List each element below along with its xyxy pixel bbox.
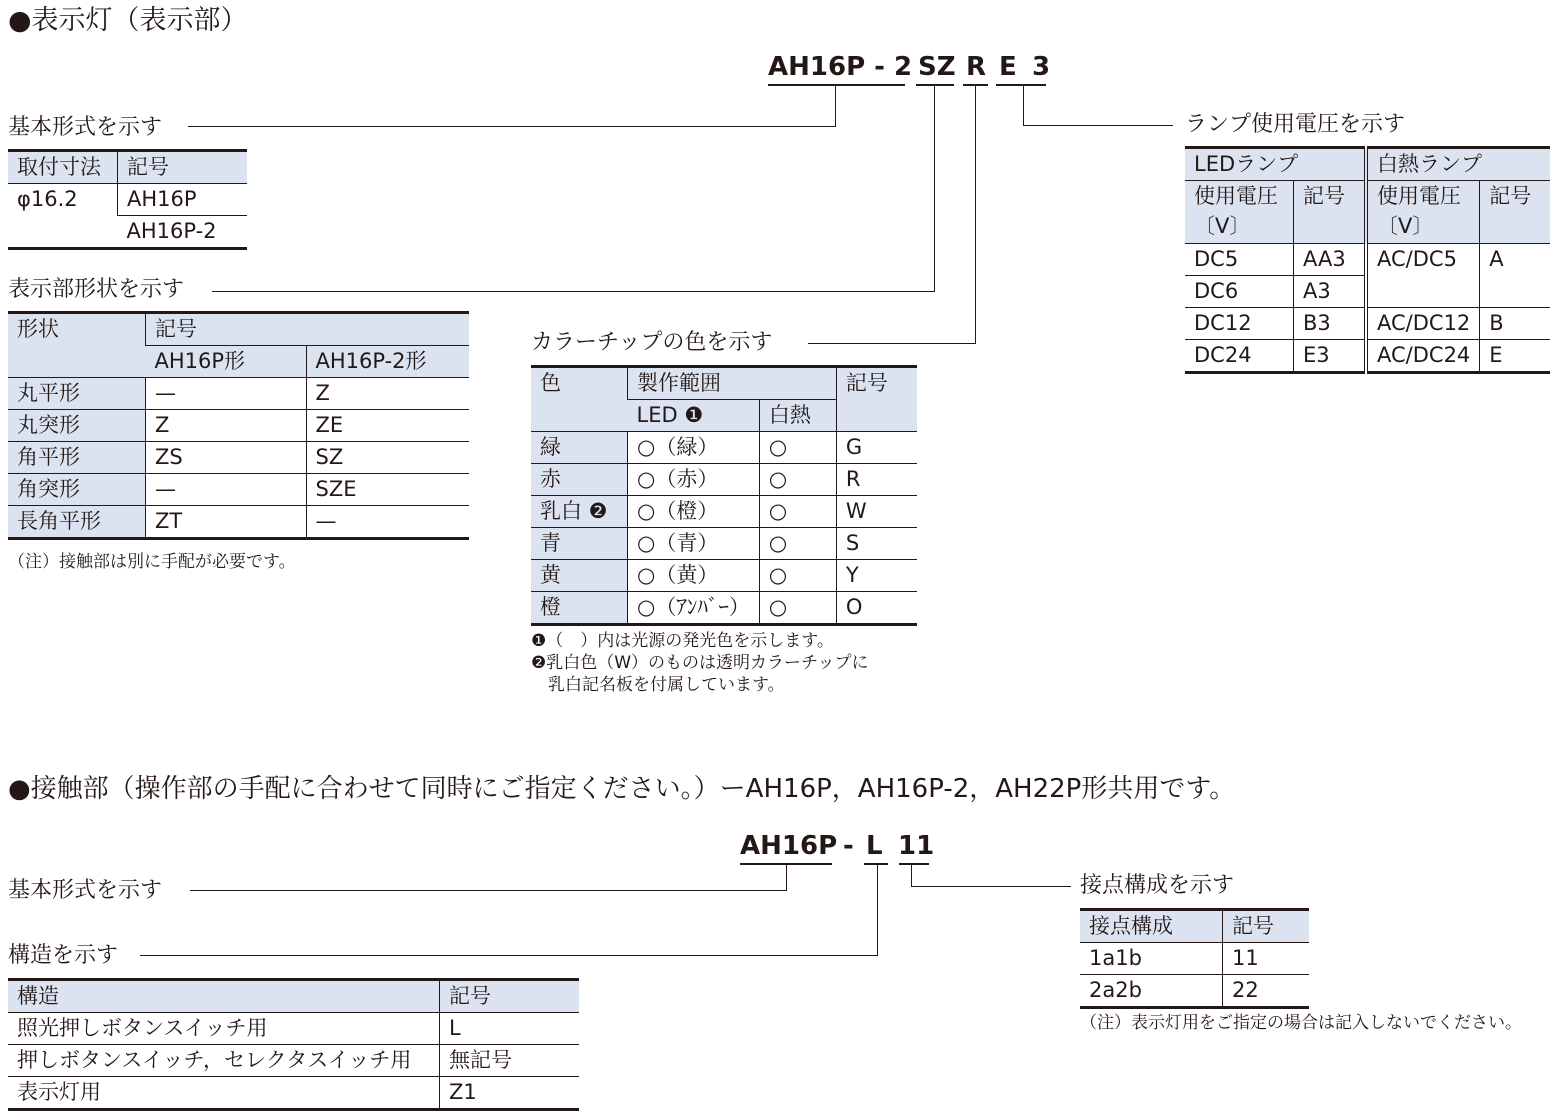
- volt-inc-v: AC/DC12: [1366, 308, 1480, 340]
- shape-sym-b: SZE: [306, 474, 469, 506]
- volt-led-sym: A3: [1294, 276, 1367, 308]
- color-inc: ○: [759, 592, 836, 625]
- shape-sym-b: —: [306, 506, 469, 539]
- section-title-indicator: ●表示灯（表示部）: [8, 5, 248, 36]
- underline-base: [768, 84, 905, 86]
- shape-header-a: AH16P形: [146, 346, 307, 378]
- shape-sym-a: ZS: [146, 442, 307, 474]
- label-color-chip: カラーチップの色を示す: [531, 330, 773, 355]
- volt-led-v: DC5: [1185, 244, 1294, 276]
- table-row: [8, 474, 469, 506]
- base-header-sym: 記号: [118, 151, 248, 184]
- label-display-shape: 表示部形状を示す: [8, 277, 185, 302]
- table-row: [8, 410, 469, 442]
- color-inc: ○: [759, 560, 836, 592]
- table-row: [531, 560, 917, 592]
- volt-inc-v: AC/DC5: [1366, 244, 1480, 308]
- code2-l: L: [866, 831, 883, 861]
- label-lamp-voltage: ランプ使用電圧を示す: [1185, 112, 1406, 137]
- shape-note: （注）接触部は別に手配が必要です。: [8, 552, 296, 572]
- code2-dash: -: [843, 831, 854, 861]
- color-header-range: 製作範囲: [628, 367, 837, 400]
- color-header-inc: 白熱: [759, 400, 836, 432]
- shape-name: 丸平形: [8, 378, 146, 410]
- contact-note: （注）表示灯用をご指定の場合は記入しないでください。: [1080, 1013, 1522, 1033]
- color-sym: W: [836, 496, 917, 528]
- section-title-contact: ●接触部（操作部の手配に合わせて同時にご指定ください。）ーAH16P，AH16P-2，AH22P形共用です。: [8, 774, 1236, 804]
- table-row: [1185, 340, 1550, 373]
- color-inc: ○: [759, 496, 836, 528]
- color-name: 赤: [531, 464, 628, 496]
- shape-sym-a: —: [146, 474, 307, 506]
- code-shape: SZ: [918, 52, 956, 82]
- color-led: ○（黄）: [628, 560, 760, 592]
- struct-header-name: 構造: [8, 980, 440, 1013]
- leader2-contact-h: [911, 886, 1071, 887]
- shape-table: [8, 311, 469, 540]
- leader-base-h: [188, 126, 836, 127]
- color-note-2: ❷乳白色（W）のものは透明カラーチップに: [531, 653, 869, 673]
- struct-name: 表示灯用: [17, 1080, 101, 1104]
- volt-header-v1: 使用電圧: [1194, 184, 1278, 208]
- volt-header-led: LEDランプ: [1185, 148, 1366, 181]
- volt-led-sym: E3: [1294, 340, 1367, 373]
- color-led: ○（橙）: [628, 496, 760, 528]
- color-name: 青: [531, 528, 628, 560]
- color-led: ○（緑）: [628, 432, 760, 464]
- volt-led-v: DC6: [1185, 276, 1294, 308]
- shape-header-b: AH16P-2形: [306, 346, 469, 378]
- color-sym: S: [836, 528, 917, 560]
- color-header-led: LED ❶: [628, 400, 760, 432]
- struct-sym: L: [440, 1013, 580, 1045]
- underline2-l: [864, 863, 888, 865]
- volt-led-v: DC12: [1185, 308, 1294, 340]
- leader-volt-v: [1023, 86, 1024, 125]
- volt-header-v2: 〔V〕: [1194, 214, 1251, 238]
- base-sym-1: AH16P: [118, 184, 248, 216]
- struct-sym: 無記号: [440, 1045, 580, 1077]
- color-note-1: ❶（ ）内は光源の発光色を示します。: [531, 631, 834, 651]
- table-row: [8, 506, 469, 539]
- shape-sym-b: ZE: [306, 410, 469, 442]
- leader2-base-h: [190, 890, 787, 891]
- code-volt: 3: [1032, 52, 1051, 82]
- table-row: [8, 1077, 579, 1110]
- contact-sym: 22: [1223, 975, 1310, 1008]
- leader-color-v: [975, 86, 976, 343]
- shape-sym-b: SZ: [306, 442, 469, 474]
- underline-volt: [996, 84, 1046, 86]
- underline-shape: [916, 84, 954, 86]
- contact-cfg: 2a2b: [1089, 978, 1142, 1002]
- label2-base-type: 基本形式を示す: [8, 878, 163, 903]
- leader-base-v: [835, 86, 836, 126]
- table-row: [1080, 943, 1309, 975]
- base-sym-2: AH16P-2: [118, 216, 248, 249]
- volt-inc-sym: A: [1480, 244, 1550, 308]
- color-name: 乳白 ❷: [531, 496, 628, 528]
- table-row: [8, 442, 469, 474]
- leader2-base-v: [786, 865, 787, 890]
- volt-header-led-sym: 記号: [1294, 181, 1367, 244]
- color-sym: G: [836, 432, 917, 464]
- color-inc: ○: [759, 432, 836, 464]
- table-row: [531, 464, 917, 496]
- table-row: [1185, 308, 1550, 340]
- color-header-sym: 記号: [836, 367, 917, 432]
- shape-name: 角突形: [8, 474, 146, 506]
- label2-structure: 構造を示す: [8, 943, 119, 968]
- base-type-table: [8, 149, 247, 250]
- base-dim: φ16.2: [8, 184, 118, 249]
- contact-header-sym: 記号: [1223, 910, 1310, 943]
- color-sym: O: [836, 592, 917, 625]
- shape-header-sym: 記号: [146, 313, 470, 346]
- underline2-contact: [899, 863, 929, 865]
- leader-color-h: [808, 343, 976, 344]
- color-header-color: 色: [531, 367, 628, 432]
- volt-header-inc-v: [1366, 181, 1480, 244]
- shape-name: 角平形: [8, 442, 146, 474]
- contact-table: [1080, 908, 1309, 1009]
- table-row: [8, 1013, 579, 1045]
- structure-table: [8, 978, 579, 1111]
- leader-shape-v: [934, 86, 935, 291]
- color-name: 橙: [531, 592, 628, 625]
- shape-sym-b: Z: [306, 378, 469, 410]
- table-row: [8, 378, 469, 410]
- volt-header-led-v: [1185, 181, 1294, 244]
- table-row: [531, 432, 917, 464]
- table-row: [531, 592, 917, 625]
- color-led: ○（赤）: [628, 464, 760, 496]
- code2-base: AH16P: [740, 831, 838, 861]
- leader-shape-h: [212, 291, 935, 292]
- color-table: [531, 365, 917, 626]
- leader2-contact-v: [911, 865, 912, 886]
- struct-name: 押しボタンスイッチ，セレクタスイッチ用: [8, 1045, 440, 1077]
- table-row: [8, 1045, 579, 1077]
- shape-name: 丸突形: [8, 410, 146, 442]
- volt-header-v1: 使用電圧: [1377, 184, 1461, 208]
- color-sym: R: [836, 464, 917, 496]
- color-name: 緑: [531, 432, 628, 464]
- volt-header-v2: 〔V〕: [1377, 214, 1434, 238]
- shape-sym-a: Z: [146, 410, 307, 442]
- base-header-dim: 取付寸法: [8, 151, 118, 184]
- code2-contact: 11: [898, 831, 935, 861]
- volt-inc-sym: E: [1480, 340, 1550, 373]
- volt-led-sym: B3: [1294, 308, 1367, 340]
- volt-header-inc-sym: 記号: [1480, 181, 1550, 244]
- contact-cfg: 1a1b: [1080, 943, 1223, 975]
- label-base-type: 基本形式を示す: [8, 115, 163, 140]
- table-row: [1185, 244, 1550, 276]
- label2-contact: 接点構成を示す: [1080, 873, 1235, 898]
- color-note-3: 乳白記名板を付属しています。: [531, 675, 785, 695]
- volt-inc-sym: B: [1480, 308, 1550, 340]
- color-inc: ○: [759, 528, 836, 560]
- leader2-struct-v: [877, 865, 878, 955]
- struct-sym: Z1: [440, 1077, 580, 1110]
- volt-inc-v: AC/DC24: [1366, 340, 1480, 373]
- color-led: ○（ｱﾝﾊﾞｰ）: [628, 592, 760, 625]
- volt-led-v: DC24: [1194, 343, 1252, 367]
- table-row: [531, 528, 917, 560]
- leader2-struct-h: [140, 955, 878, 956]
- shape-sym-a: —: [146, 378, 307, 410]
- table-row: [1080, 975, 1309, 1008]
- struct-name: 照光押しボタンスイッチ用: [8, 1013, 440, 1045]
- shape-header-shape: 形状: [8, 313, 146, 378]
- code-color: R: [966, 52, 987, 82]
- color-inc: ○: [759, 464, 836, 496]
- shape-sym-a: ZT: [146, 506, 307, 539]
- contact-header-cfg: 接点構成: [1080, 910, 1223, 943]
- volt-led-sym: AA3: [1294, 244, 1367, 276]
- shape-name: 長角平形: [8, 506, 146, 539]
- struct-header-sym: 記号: [440, 980, 580, 1013]
- contact-sym: 11: [1223, 943, 1310, 975]
- color-sym: Y: [836, 560, 917, 592]
- voltage-table: [1185, 146, 1550, 374]
- code-base: AH16P - 2: [768, 52, 913, 82]
- color-name: 黄: [531, 560, 628, 592]
- volt-header-inc: 白熱ランプ: [1366, 148, 1550, 181]
- color-led: ○（青）: [628, 528, 760, 560]
- leader-volt-h: [1023, 125, 1173, 126]
- table-row: [531, 496, 917, 528]
- code-e: E: [999, 52, 1017, 82]
